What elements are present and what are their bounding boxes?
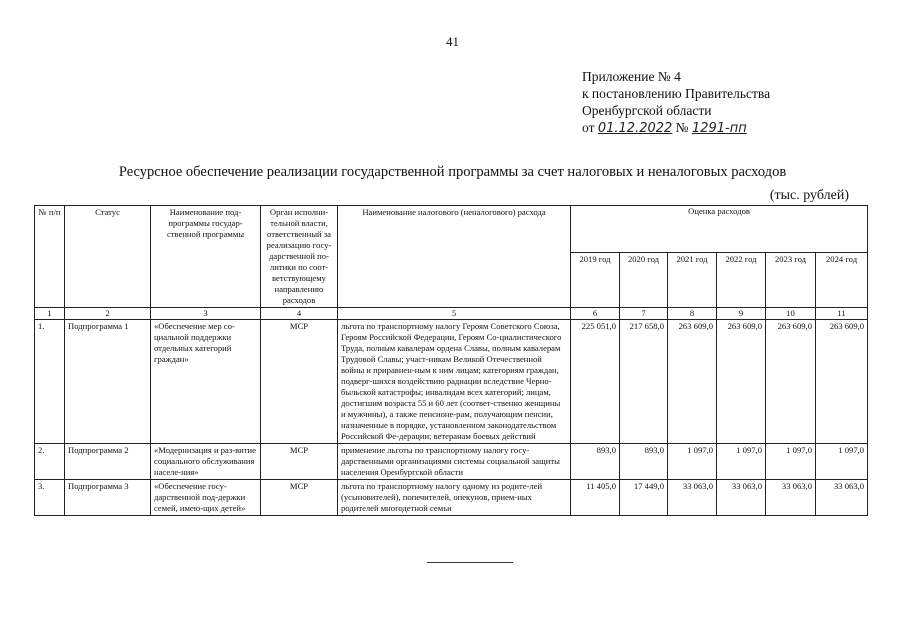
row-value-2020: 17 449,0 [620, 480, 668, 516]
row-status: Подпрограмма 3 [65, 480, 151, 516]
appendix-line-1: Приложение № 4 [582, 69, 681, 84]
row-value-2022: 1 097,0 [717, 444, 766, 480]
column-index: 3 [151, 308, 261, 320]
handwritten-number: 1291-пп [691, 121, 747, 136]
row-value-2019: 11 405,0 [571, 480, 620, 516]
header-year: 2022 год [717, 253, 766, 308]
row-status: Подпрограмма 2 [65, 444, 151, 480]
column-index: 5 [338, 308, 571, 320]
column-index: 2 [65, 308, 151, 320]
units-label: (тыс. рублей) [769, 188, 849, 203]
row-value-2019: 225 051,0 [571, 320, 620, 444]
row-authority: МСР [261, 444, 338, 480]
from-prefix: от [582, 120, 595, 135]
column-index: 6 [571, 308, 620, 320]
page-number: 41 [446, 34, 459, 49]
appendix-line-2: к постановлению Правительства [582, 86, 771, 101]
row-value-2021: 1 097,0 [668, 444, 717, 480]
row-value-2020: 217 658,0 [620, 320, 668, 444]
column-index: 4 [261, 308, 338, 320]
header-subprogram-name: Наименование под-программы государ-ственной программы [151, 206, 261, 308]
table-row [35, 320, 868, 444]
row-authority: МСР [261, 480, 338, 516]
bottom-divider [427, 562, 513, 563]
column-index: 11 [816, 308, 868, 320]
header-row [35, 206, 868, 253]
row-value-2024: 263 609,0 [816, 320, 868, 444]
header-year: 2023 год [766, 253, 816, 308]
header-tax-expense: Наименование налогового (неналогового) расхода [338, 206, 571, 308]
table-row [35, 480, 868, 516]
appendix-block [582, 68, 770, 137]
number-prefix: № [675, 120, 689, 135]
column-index: 1 [35, 308, 65, 320]
row-value-2024: 1 097,0 [816, 444, 868, 480]
row-num: 1. [35, 320, 65, 444]
row-tax-expense: льгота по транспортному налогу одному из родите-лей (усыновителей), попечителей, опекунов, прием-ных родителей многодетной семьи [338, 480, 571, 516]
row-subprogram-name: «Модернизация и раз-витие социального обслуживания населе-ния» [151, 444, 261, 480]
header-year: 2020 год [620, 253, 668, 308]
row-authority: МСР [261, 320, 338, 444]
header-num: № п/п [35, 206, 65, 308]
resource-table [34, 205, 868, 516]
handwritten-date: 01.12.2022 [597, 121, 673, 136]
row-value-2022: 33 063,0 [717, 480, 766, 516]
header-year: 2024 год [816, 253, 868, 308]
column-index: 10 [766, 308, 816, 320]
column-index: 7 [620, 308, 668, 320]
appendix-date-line [582, 119, 770, 137]
row-value-2020: 893,0 [620, 444, 668, 480]
row-value-2023: 1 097,0 [766, 444, 816, 480]
header-authority: Орган исполни-тельной власти, ответственный за реализацию госу-дарственной по-литики по соот-ветствующему направлению расходов [261, 206, 338, 308]
row-value-2021: 33 063,0 [668, 480, 717, 516]
table-row [35, 444, 868, 480]
header-status: Статус [65, 206, 151, 308]
document-title: Ресурсное обеспечение реализации государственной программы за счет налоговых и неналоговых расходов [118, 164, 787, 180]
column-index: 8 [668, 308, 717, 320]
row-tax-expense: применение льготы по транспортному налогу госу-дарственными организациями системы социальной защиты населения Оренбургской области [338, 444, 571, 480]
row-value-2023: 263 609,0 [766, 320, 816, 444]
column-index-row [35, 308, 868, 320]
header-year: 2021 год [668, 253, 717, 308]
row-num: 3. [35, 480, 65, 516]
appendix-line-3: Оренбургской области [582, 103, 712, 118]
row-tax-expense: льгота по транспортному налогу Героям Советского Союза, Героям Российской Федерации, Героям Со-циалистического Труда, полным кавалерам ордена Славы, полным кавалерам Трудовой Славы; участ-никам Великой Отечественной войны и приравнен-ным к ним лицам; категориям граждан, подверг-шихся воздействию радиации вследствие Черно-быльской катастрофы; инвалидам всех категорий; лицам, достигшим возраста 55 и 60 лет (соответ-ственно женщины и мужчины), а также пенсионе-рам, получающим пенсии, назначенные в порядке, установленном законодательством Российской Фе-дерации; ветеранам боевых действий [338, 320, 571, 444]
row-subprogram-name: «Обеспечение госу-дарственной под-держки семей, имею-щих детей» [151, 480, 261, 516]
row-value-2023: 33 063,0 [766, 480, 816, 516]
header-estimate: Оценка расходов [571, 206, 868, 253]
row-num: 2. [35, 444, 65, 480]
row-value-2019: 893,0 [571, 444, 620, 480]
row-subprogram-name: «Обеспечение мер со-циальной поддержки отдельных категорий граждан» [151, 320, 261, 444]
row-value-2022: 263 609,0 [717, 320, 766, 444]
row-value-2024: 33 063,0 [816, 480, 868, 516]
column-index: 9 [717, 308, 766, 320]
row-status: Подпрограмма 1 [65, 320, 151, 444]
row-value-2021: 263 609,0 [668, 320, 717, 444]
header-year: 2019 год [571, 253, 620, 308]
